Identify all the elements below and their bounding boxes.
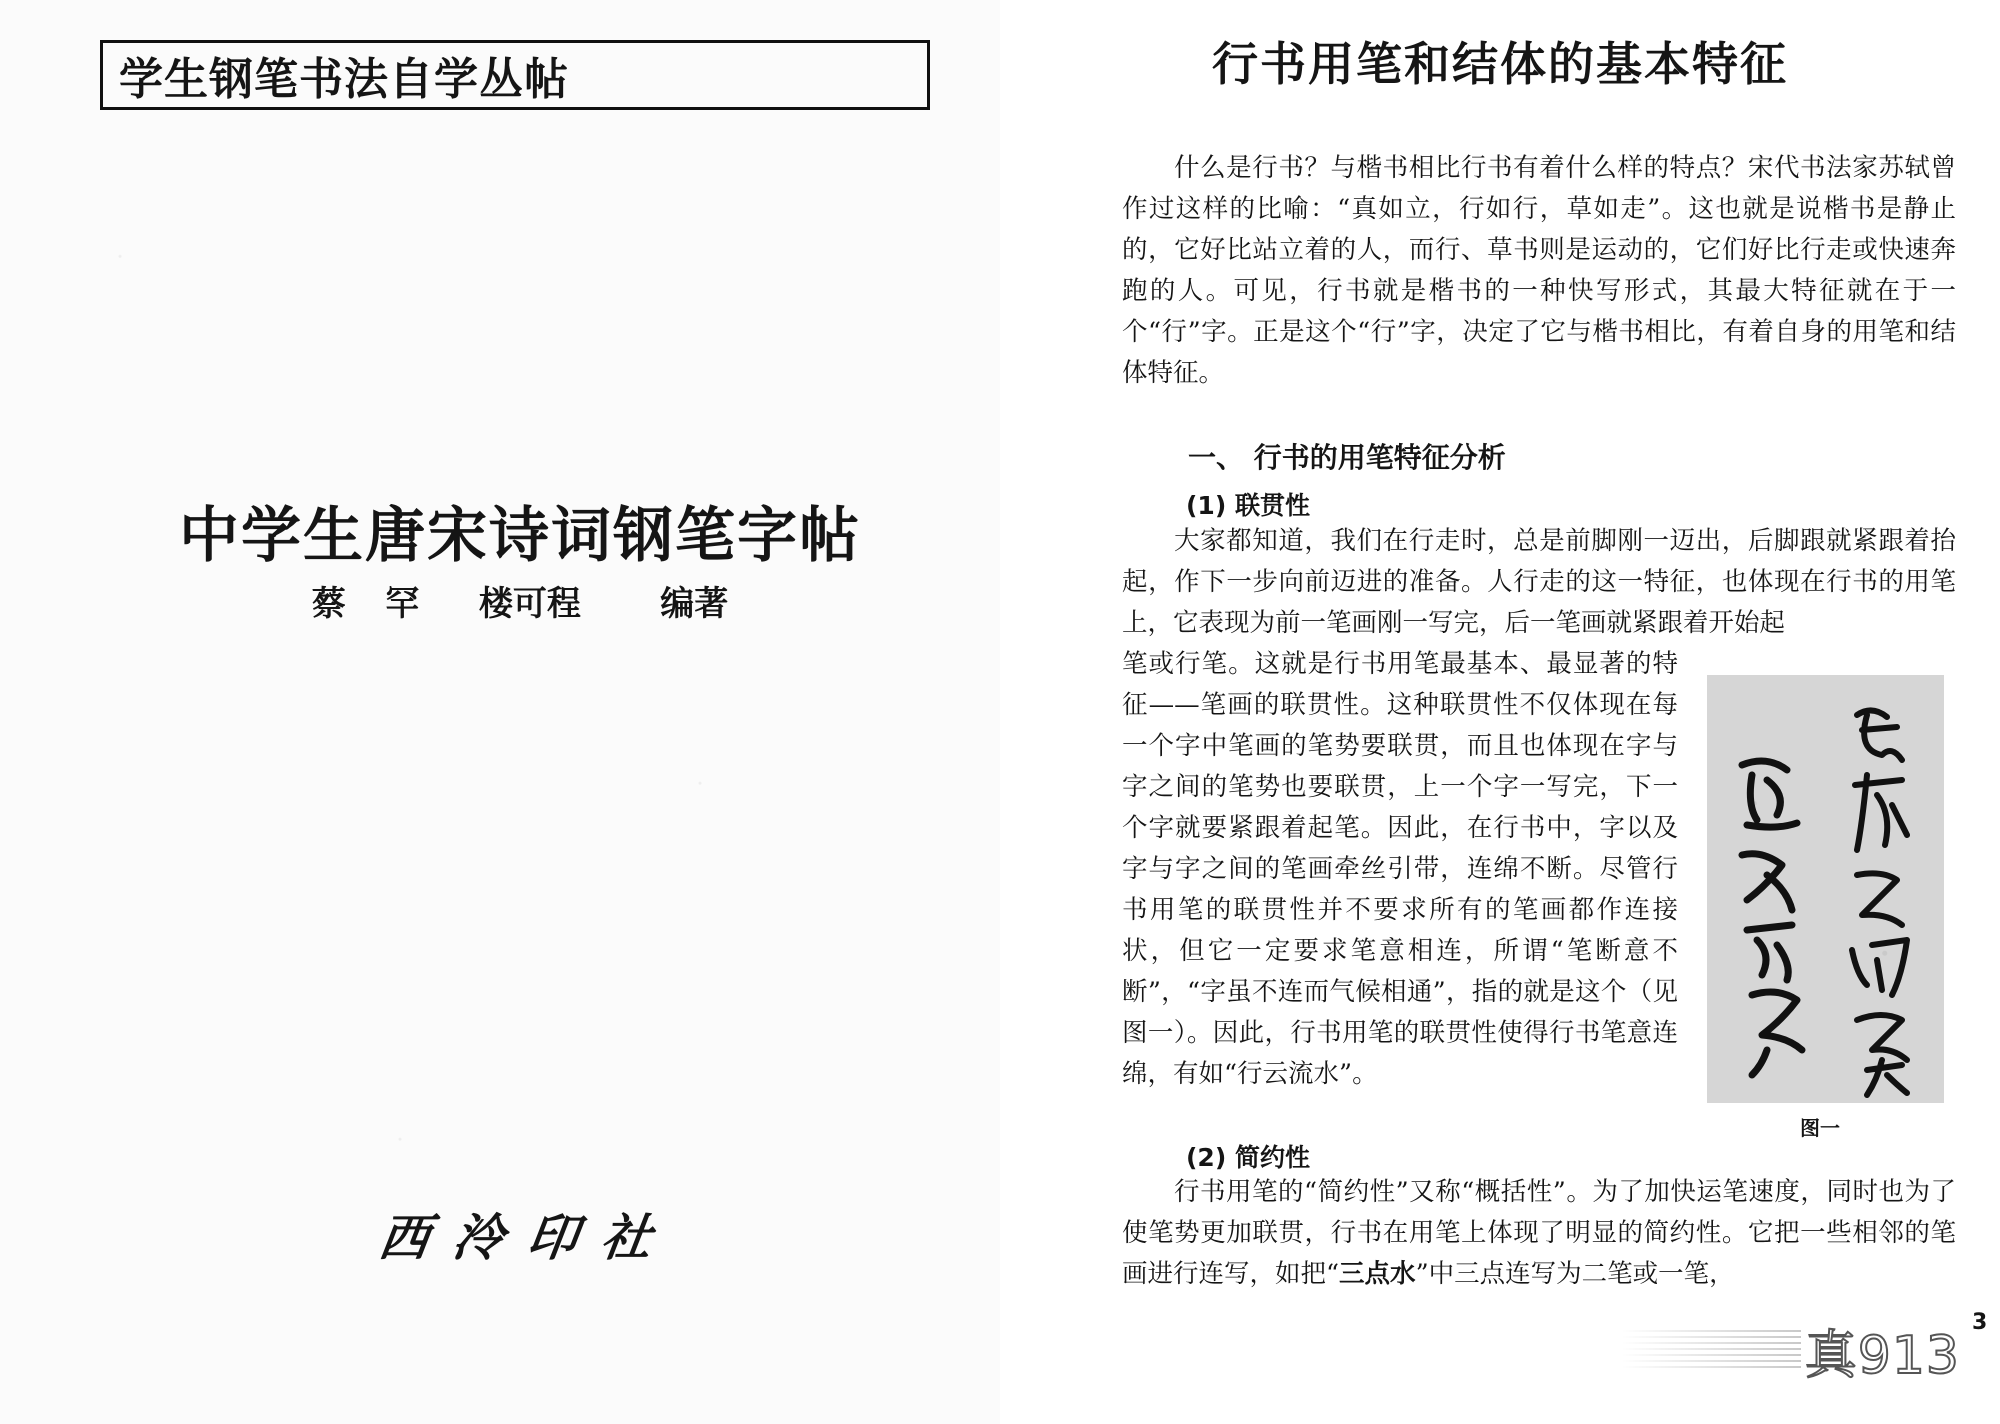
right-page: [1000, 0, 2000, 1424]
conciseness-text-b: ”中三点连写为二笔或一笔，: [1415, 1259, 1735, 1289]
series-title: 学生钢笔书法自学丛帖: [119, 54, 569, 105]
intro-paragraph: 什么是行书？与楷书相比行书有着什么样的特点？宋代书法家苏轼曾作过这样的比喻：“真如立，行如行，草如走”。这也就是说楷书是静止的，它好比站立着的人，而行、草书则是运动的，它们好比行走或快速奔跑的人。可见，行书就是楷书的一种快写形式，其最大特征就在于一个“行”字。正是这个“行”字，决定了它与楷书相比，有着自身的用笔和结体特征。: [1122, 153, 1956, 388]
chapter-title: 行书用笔和结体的基本特征: [1212, 37, 1788, 91]
subheading-continuity: (1) 联贯性: [1186, 491, 1310, 520]
page-number: 3: [1972, 1310, 1988, 1335]
watermark: [1460, 1320, 1960, 1386]
publisher-name: 西泠印社: [375, 1208, 680, 1267]
continuity-paragraph-wrap: 笔或行笔。这就是行书用笔最基本、最显著的特征——笔画的联贯性。这种联贯性不仅体现在每一个字中笔画的笔势要联贯，而且也体现在字与字之间的笔势也要联贯，上一个字一写完，下一个字就要紧跟着起笔。因此，在行书中，字以及字与字之间的笔画牵丝引带，连绵不断。尽管行书用笔的联贯性并不要求所有的笔画都作连接状，但它一定要求笔意相连，所谓“笔断意不断”，“字虽不连而气候相通”，指的就是这个（见图一）。因此，行书用笔的联贯性使得行书笔意连绵，有如“行云流水”。: [1122, 649, 1678, 1089]
figure-caption: 图一: [1800, 1116, 1840, 1140]
subheading-conciseness: (2) 简约性: [1186, 1143, 1310, 1172]
watermark-lines: [1621, 1330, 1801, 1370]
authors-line: 蔡 罕 楼可程 编著: [311, 584, 729, 624]
continuity-paragraph-full: 大家都知道，我们在行走时，总是前脚刚一迈出，后脚跟就紧跟着抬起，作下一步向前迈进的准备。人行走的这一特征，也体现在行书的用笔上，它表现为前一笔画刚一写完，后一笔画就紧跟着开始起: [1122, 526, 1956, 638]
three-dots-water-term: 三点水: [1339, 1259, 1416, 1289]
book-title: 中学生唐宋诗词钢笔字帖: [179, 501, 861, 571]
series-title-box: [100, 40, 930, 110]
conciseness-paragraph: [1122, 1172, 1956, 1295]
section-heading: 一、 行书的用笔特征分析: [1188, 441, 1506, 474]
watermark-text: 真913: [1804, 1325, 1960, 1386]
calligraphy-illustration: [1707, 675, 1944, 1103]
calligraphy-figure: [1707, 675, 1944, 1103]
conciseness-text-a: 行书用笔的“简约性”又称“概括性”。为了加快运笔速度，同时也为了使笔势更加联贯，行书在用笔上体现了明显的简约性。它把一些相邻的笔画进行连写，如把“: [1122, 1177, 1956, 1289]
